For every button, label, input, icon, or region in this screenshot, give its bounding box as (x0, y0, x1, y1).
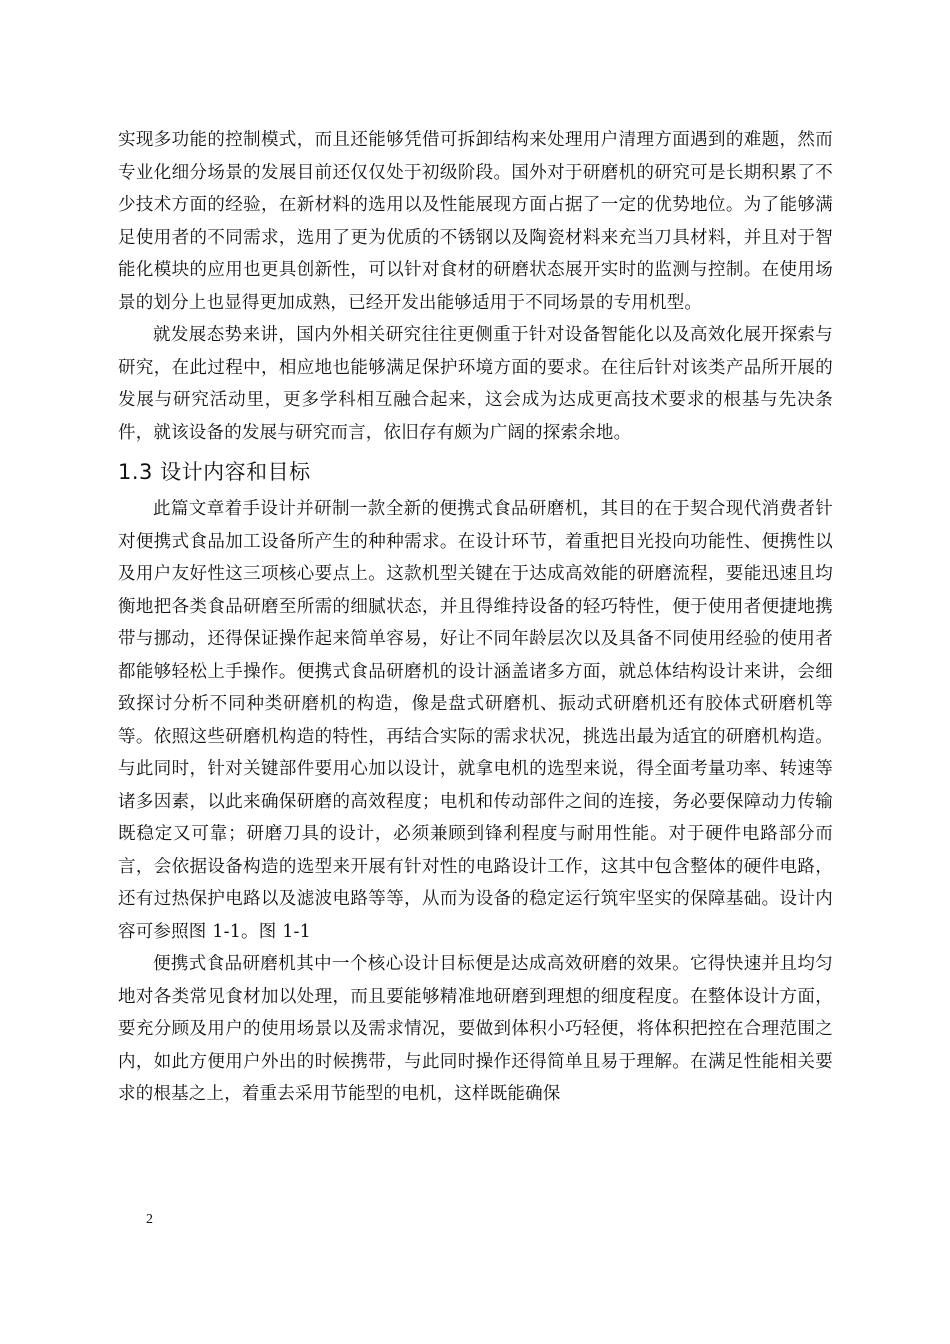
page-number: 2 (146, 1212, 153, 1227)
paragraph-2: 就发展态势来讲，国内外相关研究往往更侧重于针对设备智能化以及高效化展开探索与研究，在此过程中，相应地也能够满足保护环境方面的要求。在往后针对该类产品所开展的发展与研究活动里，更多学科相互融合起来，这会成为达成更高技术要求的根基与先决条件，就该设备的发展与研究而言，依旧存有颇为广阔的探索余地。 (118, 325, 833, 443)
paragraph-4: 便携式食品研磨机其中一个核心设计目标便是达成高效研磨的效果。它得快速并且均匀地对各类常见食材加以处理，而且要能够精准地研磨到理想的细度程度。在整体设计方面，要充分顾及用户的使用场景以及需求情况，要做到体积小巧轻便，将体积把控在合理范围之内，如此方便用户外出的时候携带，与此同时操作还得简单且易于理解。在满足性能相关要求的根基之上，着重去采用节能型的电机，这样既能确保 (118, 954, 833, 1104)
section-heading (118, 455, 833, 489)
section-number: 1.3 (118, 460, 153, 484)
section-title: 设计内容和目标 (160, 460, 311, 484)
document-page (118, 124, 833, 1111)
paragraph-1: 实现多功能的控制模式，而且还能够凭借可拆卸结构来处理用户清理方面遇到的难题，然而专业化细分场景的发展目前还仅仅处于初级阶段。国外对于研磨机的研究可是长期积累了不少技术方面的经验，在新材料的选用以及性能展现方面占据了一定的优势地位。为了能够满足使用者的不同需求，选用了更为优质的不锈钢以及陶瓷材料来充当刀具材料，并且对于智能化模块的应用也更具创新性，可以针对食材的研磨状态展开实时的监测与控制。在使用场景的划分上也显得更加成熟，已经开发出能够适用于不同场景的专用机型。 (118, 130, 833, 313)
paragraph-3: 此篇文章着手设计并研制一款全新的便携式食品研磨机，其目的在于契合现代消费者针对便携式食品加工设备所产生的种种需求。在设计环节，着重把目光投向功能性、便携性以及用户友好性这三项核心要点上。这款机型关键在于达成高效能的研磨流程，要能迅速且均衡地把各类食品研磨至所需的细腻状态，并且得维持设备的轻巧特性，便于使用者便捷地携带与挪动，还得保证操作起来简单容易，好让不同年龄层次以及具备不同使用经验的使用者都能够轻松上手操作。便携式食品研磨机的设计涵盖诸多方面，就总体结构设计来讲，会细致探讨分析不同种类研磨机的构造，像是盘式研磨机、振动式研磨机还有胶体式研磨机等等。依照这些研磨机构造的特性，再结合实际的需求状况，挑选出最为适宜的研磨机构造。与此同时，针对关键部件要用心加以设计，就拿电机的选型来说，得全面考量功率、转速等诸多因素，以此来确保研磨的高效程度；电机和传动部件之间的连接，务必要保障动力传输既稳定又可靠；研磨刀具的设计，必须兼顾到锋利程度与耐用性能。对于硬件电路部分而言，会依据设备构造的选型来开展有针对性的电路设计工作，这其中包含整体的硬件电路，还有过热保护电路以及滤波电路等等，从而为设备的稳定运行筑牢坚实的保障基础。设计内容可参照图 1-1。图 1-1 (118, 499, 833, 942)
